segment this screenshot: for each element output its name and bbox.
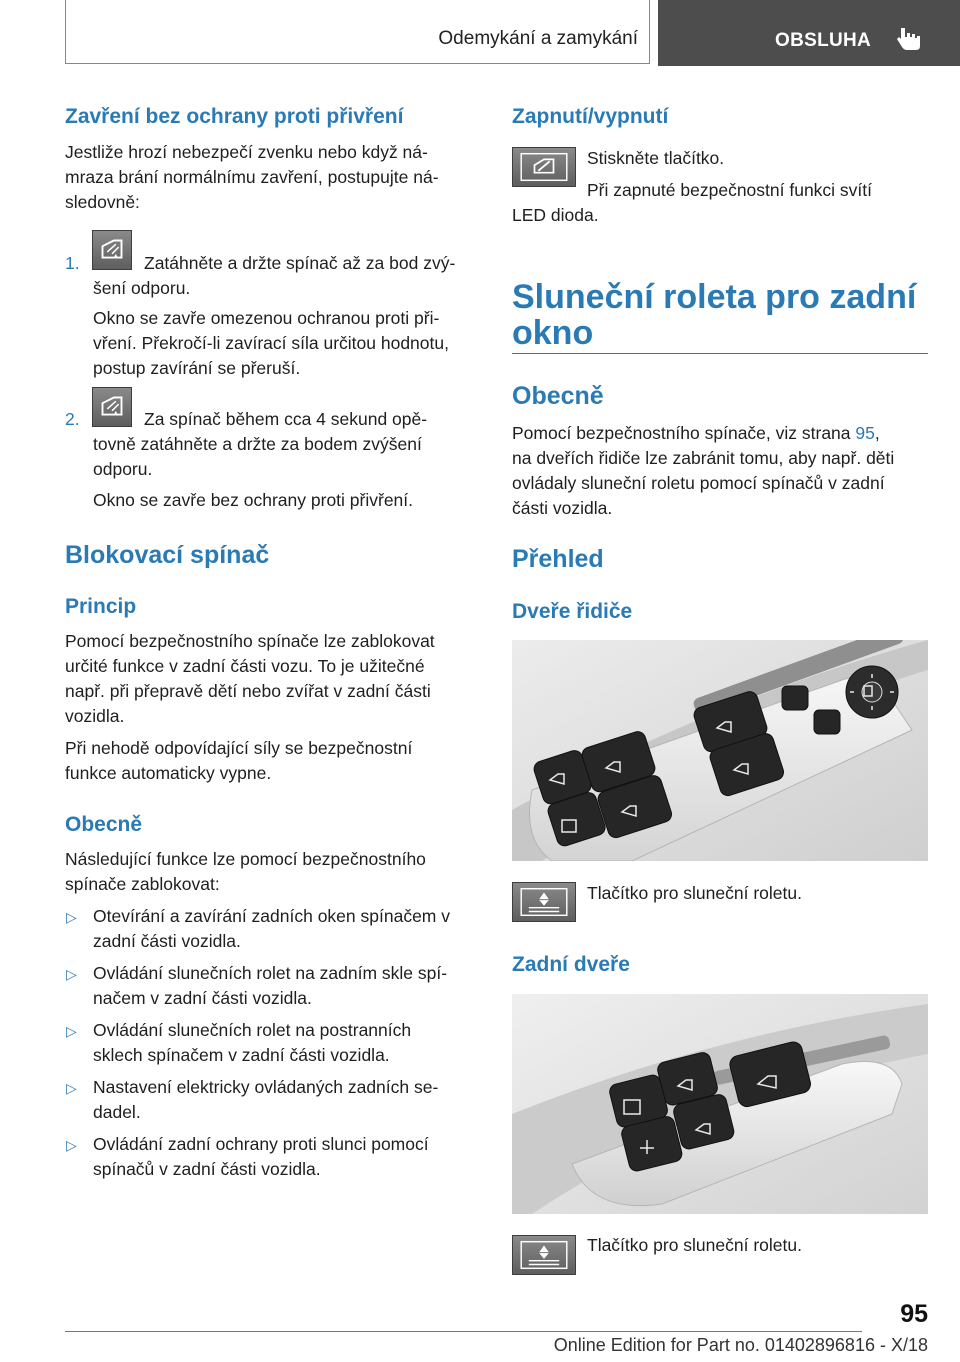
bullet-marker: ▷ <box>66 966 77 982</box>
heading-general: Obecně <box>65 813 143 836</box>
step-1-number: 1. <box>65 253 80 273</box>
bullet-3-line2: sklech spínačem v zadní části vozidla. <box>93 1045 390 1065</box>
general-right-line1 <box>512 421 928 446</box>
bullet-4-line2: dadel. <box>93 1102 141 1122</box>
bullet-5-line1: Ovládání zadní ochrany proti slunci pomocí <box>93 1134 429 1154</box>
step-1-text-line1: Zatáhněte a držte spínač až za bod zvý- <box>144 253 456 273</box>
bullet-4-line1: Nastavení elektricky ovládaných zadních se- <box>93 1077 439 1097</box>
step-2-text-line1: Za spínač během cca 4 sekund opě- <box>144 409 428 429</box>
header-rule-left <box>65 0 66 64</box>
general-line1: Následující funkce lze pomocí bezpečnostního <box>65 849 426 869</box>
on-off-press-text: Stiskněte tlačítko. <box>587 148 725 168</box>
general-right-comma: , <box>874 423 880 443</box>
caption-rear-door: Tlačítko pro sluneční roletu. <box>587 1235 802 1255</box>
header-section-title: Odemykání a zamykání <box>438 28 638 49</box>
paragraph-intro-line1: Jestliže hrozí nebezpečí zvenku nebo když ná- <box>65 142 428 162</box>
heading-rear-door: Zadní dveře <box>512 953 630 976</box>
window-switch-icon <box>92 230 132 270</box>
general-right-line2: na dveřích řidiče lze zabránit tomu, aby např. děti <box>512 448 895 468</box>
driver-door-switch-photo <box>512 640 928 861</box>
step-2-text-line3: odporu. <box>93 459 153 479</box>
heading-rear-window-blind-line2: okno <box>512 314 594 352</box>
bullet-3-line1: Ovládání slunečních rolet na postranních <box>93 1020 412 1040</box>
bullet-marker: ▷ <box>66 1080 77 1096</box>
step-1-note-line2: vření. Překročí-li zavírací síla určitou hodnotu, <box>93 333 449 353</box>
general-line2: spínače zablokovat: <box>65 874 220 894</box>
heading-principle: Princip <box>65 595 137 618</box>
footer-rule <box>65 1331 862 1332</box>
step-2-note: Okno se zavře bez ochrany proti přivření. <box>93 490 414 510</box>
step-1-note-line1: Okno se zavře omezenou ochranou proti při- <box>93 308 440 328</box>
header-rule-bottom <box>65 63 650 64</box>
bullet-marker: ▷ <box>66 909 77 925</box>
bullet-5-line2: spínačů v zadní části vozidla. <box>93 1159 321 1179</box>
sunblind-button-icon <box>512 1235 576 1275</box>
general-right-line4: části vozidla. <box>512 498 613 518</box>
pointing-hand-icon <box>895 24 923 52</box>
heading-on-off: Zapnutí/vypnutí <box>512 105 669 128</box>
bullet-1-line1: Otevírání a zavírání zadních oken spínačem v <box>93 906 450 926</box>
heading-lock-switch: Blokovací spínač <box>65 541 270 569</box>
step-1-note-line3: postup zavírání se přeruší. <box>93 358 301 378</box>
window-switch-icon <box>92 387 132 427</box>
bullet-2-line1: Ovládání slunečních rolet na zadním skle spí- <box>93 963 448 983</box>
bullet-1-line2: zadní části vozidla. <box>93 931 241 951</box>
bullet-2-line2: načem v zadní části vozidla. <box>93 988 312 1008</box>
step-2-text-line2: tovně zatáhněte a držte za bodem zvýšení <box>93 434 422 454</box>
principle-line3: např. při přepravě dětí nebo zvířat v zadní části <box>65 681 431 701</box>
section-rule <box>512 353 928 354</box>
step-1-text-line2: šení odporu. <box>93 278 191 298</box>
bullet-marker: ▷ <box>66 1137 77 1153</box>
bullet-marker: ▷ <box>66 1023 77 1039</box>
on-off-led-text-line2: LED dioda. <box>512 205 599 225</box>
sunblind-button-icon <box>512 882 576 922</box>
page-number: 95 <box>900 1300 928 1328</box>
heading-overview: Přehled <box>512 545 604 573</box>
page-link-95[interactable]: 95 <box>855 423 875 443</box>
safety-switch-icon <box>512 147 576 187</box>
general-right-text: Pomocí bezpečnostního spínače, viz strana <box>512 423 856 443</box>
heading-general-right: Obecně <box>512 382 604 410</box>
on-off-led-text-line1: Při zapnuté bezpečnostní funkci svítí <box>587 180 873 200</box>
principle-line2: určité funkce v zadní části vozu. To je užitečné <box>65 656 425 676</box>
heading-rear-window-blind-line1: Sluneční roleta pro zadní <box>512 278 917 316</box>
general-right-line3: ovládaly sluneční roletu pomocí spínačů v zadní <box>512 473 885 493</box>
principle-accident-line2: funkce automaticky vypne. <box>65 763 272 783</box>
heading-close-without-protection: Zavření bez ochrany proti přivření <box>65 105 404 128</box>
paragraph-intro-line2: mraza brání normálnímu zavření, postupujte ná- <box>65 167 439 187</box>
caption-driver-door: Tlačítko pro sluneční roletu. <box>587 883 802 903</box>
header-chapter-label: OBSLUHA <box>775 30 872 51</box>
paragraph-intro-line3: sledovně: <box>65 192 140 212</box>
footer-edition: Online Edition for Part no. 01402896816 - X/18 <box>553 1335 928 1355</box>
rear-door-switch-photo <box>512 994 928 1214</box>
heading-driver-door: Dveře řidiče <box>512 600 633 623</box>
principle-accident-line1: Při nehodě odpovídající síly se bezpečnostní <box>65 738 413 758</box>
principle-line1: Pomocí bezpečnostního spínače lze zablokovat <box>65 631 435 651</box>
header-rule-mid <box>649 0 650 64</box>
principle-line4: vozidla. <box>65 706 125 726</box>
step-2-number: 2. <box>65 409 80 429</box>
